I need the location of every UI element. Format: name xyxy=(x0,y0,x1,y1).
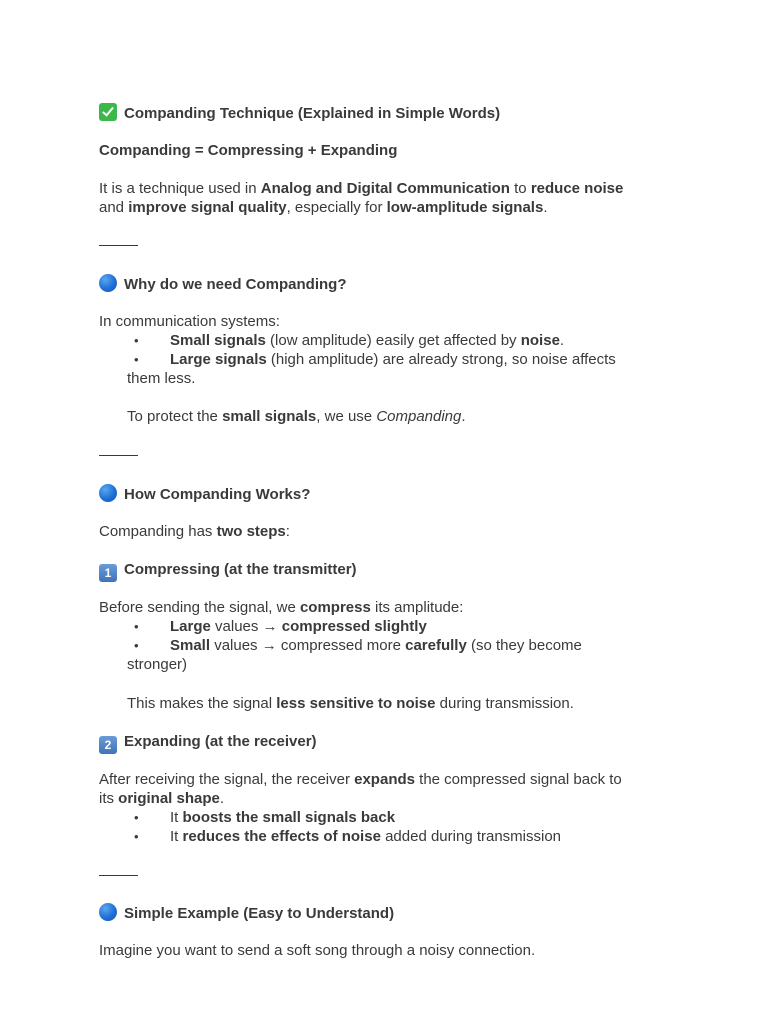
expand-bullet-2: It reduces the effects of noise added during transmission xyxy=(170,828,562,845)
compress-heading: 1 Compressing (at the transmitter) xyxy=(99,560,357,579)
keycap-1-icon: 1 xyxy=(99,564,117,582)
blue-circle-icon xyxy=(99,903,117,921)
how-heading: How Companding Works? xyxy=(99,484,310,503)
expand-lead-line-1: After receiving the signal, the receiver expands the compressed signal back to xyxy=(99,771,622,788)
intro-line-2: and improve signal quality, especially for low-amplitude signals. xyxy=(99,199,548,216)
section-divider xyxy=(99,875,138,876)
example-heading: Simple Example (Easy to Understand) xyxy=(99,903,394,922)
keycap-2-icon: 2 xyxy=(99,736,117,754)
section-divider xyxy=(99,245,138,246)
bullet-marker: • xyxy=(134,619,139,634)
why-heading: Why do we need Companding? xyxy=(99,274,347,293)
why-closing: To protect the small signals, we use Companding. xyxy=(127,408,466,425)
bullet-marker: • xyxy=(134,638,139,653)
bullet-marker: • xyxy=(134,352,139,367)
blue-circle-icon xyxy=(99,484,117,502)
why-bullet-1: Small signals (low amplitude) easily get affected by noise. xyxy=(170,332,565,349)
how-lead: Companding has two steps: xyxy=(99,523,290,540)
bullet-marker: • xyxy=(134,810,139,825)
bullet-marker: • xyxy=(134,829,139,844)
compress-lead: Before sending the signal, we compress its amplitude: xyxy=(99,599,464,616)
expand-heading: 2 Expanding (at the receiver) xyxy=(99,732,317,751)
section-divider xyxy=(99,455,138,456)
compress-bullet-1: Large values → compressed slightly xyxy=(170,618,427,635)
companding-definition: Companding = Compressing + Expanding xyxy=(99,142,398,159)
compress-bullet-2-continuation: stronger) xyxy=(127,656,188,673)
document-title: Companding Technique (Explained in Simple Words) xyxy=(99,103,500,122)
expand-bullet-1: It boosts the small signals back xyxy=(170,809,396,826)
blue-circle-icon xyxy=(99,274,117,292)
expand-lead-line-2: its original shape. xyxy=(99,790,225,807)
why-lead: In communication systems: xyxy=(99,313,280,330)
why-bullet-2: Large signals (high amplitude) are already strong, so noise affects xyxy=(170,351,616,368)
why-bullet-2-continuation: them less. xyxy=(127,370,196,387)
check-mark-button-icon xyxy=(99,103,117,121)
example-text: Imagine you want to send a soft song through a noisy connection. xyxy=(99,942,536,959)
compress-bullet-2: Small values → compressed more carefully (so they become xyxy=(170,637,582,654)
compress-closing: This makes the signal less sensitive to noise during transmission. xyxy=(127,695,574,712)
intro-line-1: It is a technique used in Analog and Digital Communication to reduce noise xyxy=(99,180,624,197)
bullet-marker: • xyxy=(134,333,139,348)
